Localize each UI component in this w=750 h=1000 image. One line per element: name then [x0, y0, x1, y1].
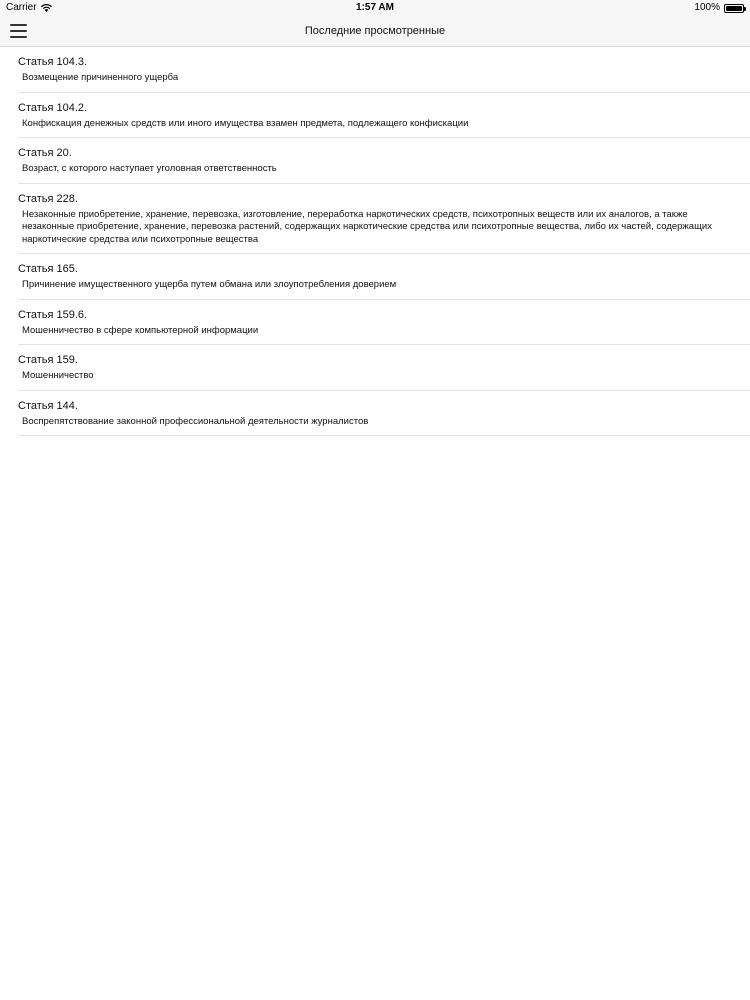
- article-title: Возмещение причиненного ущерба: [22, 72, 179, 83]
- carrier-label: Carrier: [6, 2, 37, 13]
- article-title: Мошенничество: [22, 370, 94, 381]
- wifi-icon: [41, 4, 52, 12]
- article-number: Статья 159.6.: [18, 308, 88, 321]
- status-time: 1:57 AM: [356, 2, 394, 13]
- battery-percentage: 100%: [694, 2, 720, 13]
- battery-icon: [724, 4, 744, 13]
- status-right: [694, 0, 744, 16]
- list-item[interactable]: [0, 345, 750, 391]
- page-title: Последние просмотренные: [304, 25, 446, 37]
- article-number: Статья 104.2.: [18, 101, 88, 114]
- navigation-bar: [0, 16, 750, 47]
- list-item[interactable]: [0, 93, 750, 139]
- article-title: Причинение имущественного ущерба путем обмана или злоупотребления доверием: [22, 279, 397, 290]
- article-title: Конфискация денежных средств или иного имущества взамен предмета, подлежащего конфискации: [22, 117, 469, 129]
- list-item[interactable]: [0, 391, 750, 437]
- article-title: Мошенничество в сфере компьютерной информации: [22, 324, 259, 336]
- article-title: Незаконные приобретение, хранение, перевозка, изготовление, переработка наркотических средств, психотропных веществ или их аналогов, а также незаконные приобретение, хранение, перевозка растений, содержащих наркотические средства или психотропные вещества, либо их частей, содержащих наркотические средства или психотропные вещества: [22, 208, 712, 245]
- article-number: Статья 20.: [18, 147, 72, 159]
- list-item[interactable]: [0, 254, 750, 300]
- article-number: Статья 159.: [18, 354, 78, 366]
- article-number: Статья 165.: [18, 263, 78, 275]
- list-item[interactable]: [0, 47, 750, 93]
- article-number: Статья 144.: [18, 399, 78, 412]
- status-bar: [0, 0, 750, 16]
- status-left: [6, 0, 52, 16]
- list-item[interactable]: [0, 184, 750, 255]
- battery-fill: [726, 6, 742, 11]
- recent-articles-list: [0, 47, 750, 436]
- article-title: Воспрепятствование законной профессиональной деятельности журналистов: [22, 415, 369, 427]
- article-title: Возраст, с которого наступает уголовная ответственность: [22, 163, 277, 174]
- article-number: Статья 228.: [18, 192, 78, 205]
- article-number: Статья 104.3.: [18, 56, 88, 68]
- list-item[interactable]: [0, 300, 750, 346]
- list-item[interactable]: [0, 138, 750, 184]
